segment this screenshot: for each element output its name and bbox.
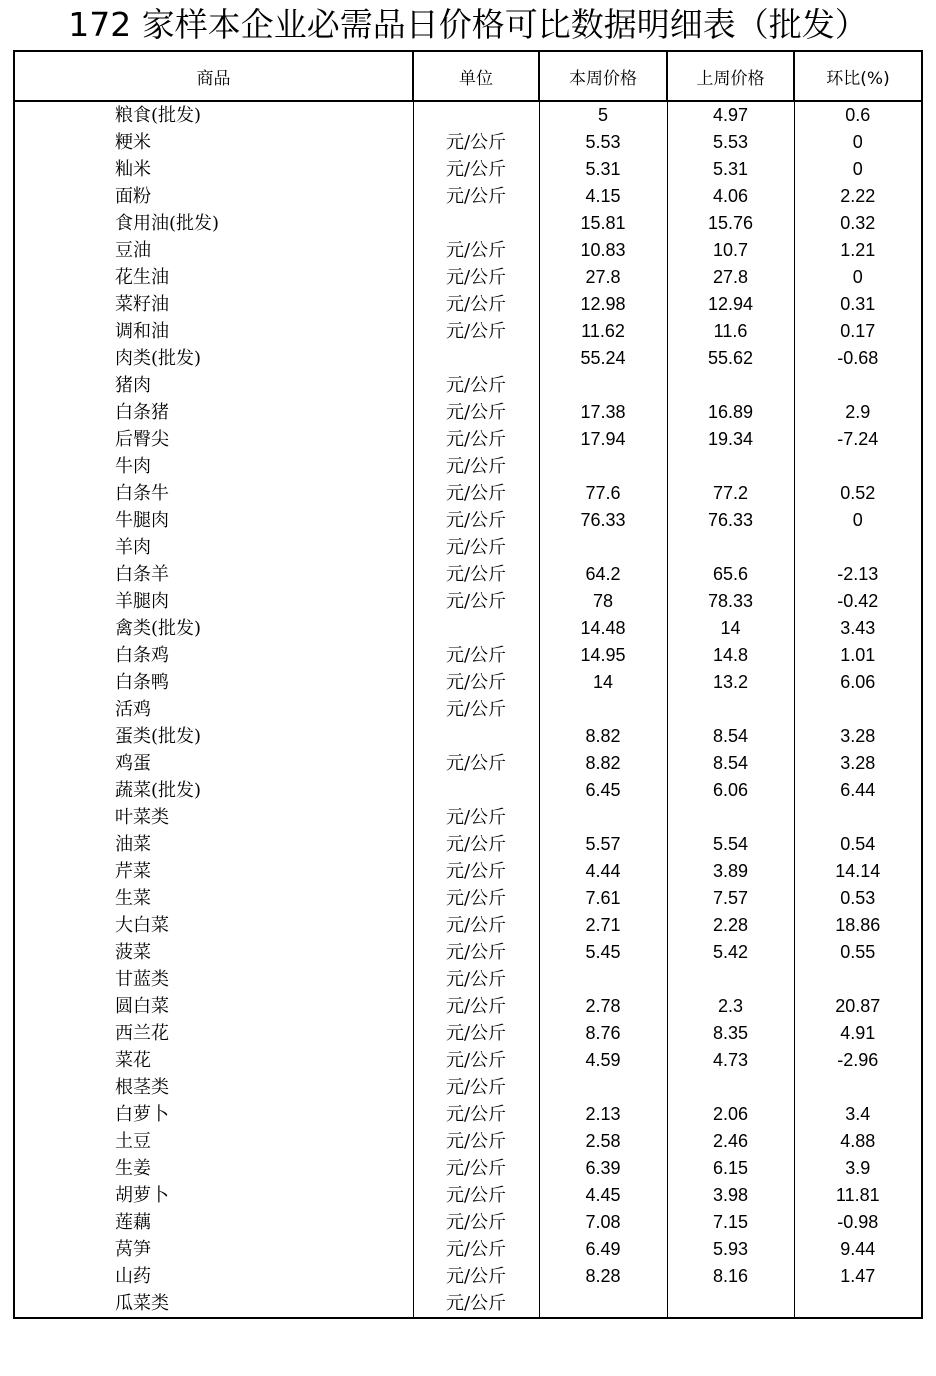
cell-unit (413, 101, 539, 129)
table-row (14, 480, 922, 507)
cell-unit: 元/公斤 (413, 858, 539, 885)
cell-change-percent: 6.44 (794, 777, 922, 804)
table-row (14, 156, 922, 183)
table-row (14, 1047, 922, 1074)
cell-last-week-price: 77.2 (667, 480, 794, 507)
cell-product-name: 蛋类(批发) (14, 723, 413, 750)
cell-last-week-price (667, 804, 794, 831)
cell-this-week-price: 77.6 (539, 480, 667, 507)
cell-unit: 元/公斤 (413, 372, 539, 399)
cell-this-week-price: 8.28 (539, 1263, 667, 1290)
cell-unit: 元/公斤 (413, 183, 539, 210)
cell-this-week-price (539, 372, 667, 399)
cell-change-percent: 3.28 (794, 723, 922, 750)
cell-this-week-price (539, 966, 667, 993)
cell-product-name: 鸡蛋 (14, 750, 413, 777)
cell-product-name: 白条牛 (14, 480, 413, 507)
cell-product-name: 牛肉 (14, 453, 413, 480)
table-row (14, 507, 922, 534)
cell-last-week-price: 2.46 (667, 1128, 794, 1155)
cell-this-week-price: 76.33 (539, 507, 667, 534)
cell-change-percent: 1.01 (794, 642, 922, 669)
cell-last-week-price (667, 1290, 794, 1318)
table-row (14, 777, 922, 804)
cell-change-percent: 1.47 (794, 1263, 922, 1290)
cell-this-week-price: 78 (539, 588, 667, 615)
cell-product-name: 生菜 (14, 885, 413, 912)
table-row (14, 264, 922, 291)
cell-product-name: 蔬菜(批发) (14, 777, 413, 804)
table-row (14, 291, 922, 318)
cell-last-week-price: 76.33 (667, 507, 794, 534)
cell-unit: 元/公斤 (413, 534, 539, 561)
cell-this-week-price: 8.82 (539, 750, 667, 777)
cell-this-week-price: 7.08 (539, 1209, 667, 1236)
cell-unit: 元/公斤 (413, 750, 539, 777)
cell-product-name: 籼米 (14, 156, 413, 183)
cell-product-name: 胡萝卜 (14, 1182, 413, 1209)
cell-unit: 元/公斤 (413, 1209, 539, 1236)
cell-last-week-price (667, 966, 794, 993)
table-row (14, 129, 922, 156)
table-row (14, 561, 922, 588)
cell-change-percent: 3.28 (794, 750, 922, 777)
header-this-week-price: 本周价格 (539, 51, 667, 101)
cell-last-week-price: 55.62 (667, 345, 794, 372)
cell-unit: 元/公斤 (413, 426, 539, 453)
cell-product-name: 菠菜 (14, 939, 413, 966)
cell-this-week-price: 55.24 (539, 345, 667, 372)
cell-last-week-price: 8.54 (667, 750, 794, 777)
cell-unit: 元/公斤 (413, 237, 539, 264)
cell-unit: 元/公斤 (413, 1263, 539, 1290)
table-row (14, 210, 922, 237)
cell-unit (413, 345, 539, 372)
cell-change-percent: -7.24 (794, 426, 922, 453)
cell-unit: 元/公斤 (413, 1020, 539, 1047)
cell-change-percent: 14.14 (794, 858, 922, 885)
cell-this-week-price: 64.2 (539, 561, 667, 588)
cell-change-percent: 0.53 (794, 885, 922, 912)
cell-change-percent (794, 534, 922, 561)
cell-last-week-price: 19.34 (667, 426, 794, 453)
table-row (14, 1074, 922, 1101)
table-row (14, 993, 922, 1020)
cell-unit: 元/公斤 (413, 588, 539, 615)
cell-last-week-price: 6.06 (667, 777, 794, 804)
cell-unit: 元/公斤 (413, 1074, 539, 1101)
cell-change-percent (794, 453, 922, 480)
cell-product-name: 甘蓝类 (14, 966, 413, 993)
cell-product-name: 根茎类 (14, 1074, 413, 1101)
cell-last-week-price: 2.06 (667, 1101, 794, 1128)
cell-unit: 元/公斤 (413, 669, 539, 696)
table-row (14, 723, 922, 750)
cell-unit (413, 777, 539, 804)
cell-unit: 元/公斤 (413, 966, 539, 993)
cell-product-name: 禽类(批发) (14, 615, 413, 642)
cell-product-name: 面粉 (14, 183, 413, 210)
table-row (14, 912, 922, 939)
table-row (14, 1182, 922, 1209)
table-row (14, 966, 922, 993)
cell-this-week-price: 6.45 (539, 777, 667, 804)
price-table (13, 50, 923, 1319)
cell-this-week-price: 4.59 (539, 1047, 667, 1074)
cell-last-week-price: 8.35 (667, 1020, 794, 1047)
table-row (14, 1020, 922, 1047)
cell-last-week-price (667, 453, 794, 480)
cell-unit: 元/公斤 (413, 1182, 539, 1209)
table-row (14, 669, 922, 696)
cell-unit: 元/公斤 (413, 507, 539, 534)
cell-product-name: 白萝卜 (14, 1101, 413, 1128)
cell-change-percent: 0.32 (794, 210, 922, 237)
cell-this-week-price: 12.98 (539, 291, 667, 318)
table-row (14, 1128, 922, 1155)
cell-unit: 元/公斤 (413, 696, 539, 723)
table-row (14, 399, 922, 426)
cell-unit: 元/公斤 (413, 1128, 539, 1155)
cell-this-week-price (539, 1290, 667, 1318)
cell-this-week-price: 8.82 (539, 723, 667, 750)
cell-change-percent: 1.21 (794, 237, 922, 264)
cell-last-week-price: 4.97 (667, 101, 794, 129)
cell-product-name: 白条羊 (14, 561, 413, 588)
cell-product-name: 肉类(批发) (14, 345, 413, 372)
cell-this-week-price: 17.38 (539, 399, 667, 426)
cell-change-percent (794, 966, 922, 993)
cell-unit: 元/公斤 (413, 885, 539, 912)
cell-product-name: 牛腿肉 (14, 507, 413, 534)
cell-last-week-price: 13.2 (667, 669, 794, 696)
cell-this-week-price: 17.94 (539, 426, 667, 453)
cell-last-week-price: 11.6 (667, 318, 794, 345)
table-row (14, 804, 922, 831)
cell-product-name: 山药 (14, 1263, 413, 1290)
cell-change-percent: 0.52 (794, 480, 922, 507)
cell-this-week-price: 7.61 (539, 885, 667, 912)
table-body (14, 101, 922, 1318)
cell-unit: 元/公斤 (413, 318, 539, 345)
cell-unit: 元/公斤 (413, 480, 539, 507)
cell-unit: 元/公斤 (413, 831, 539, 858)
header-change-percent: 环比(%) (794, 51, 922, 101)
table-row (14, 831, 922, 858)
cell-this-week-price: 14.95 (539, 642, 667, 669)
cell-unit: 元/公斤 (413, 1101, 539, 1128)
cell-product-name: 粮食(批发) (14, 101, 413, 129)
cell-this-week-price (539, 696, 667, 723)
cell-last-week-price (667, 372, 794, 399)
cell-product-name: 芹菜 (14, 858, 413, 885)
cell-this-week-price: 14.48 (539, 615, 667, 642)
cell-last-week-price: 3.89 (667, 858, 794, 885)
cell-this-week-price: 10.83 (539, 237, 667, 264)
cell-this-week-price: 8.76 (539, 1020, 667, 1047)
cell-change-percent: 2.22 (794, 183, 922, 210)
table-row (14, 1263, 922, 1290)
table-row (14, 642, 922, 669)
cell-change-percent: 0 (794, 507, 922, 534)
cell-this-week-price (539, 804, 667, 831)
cell-last-week-price: 65.6 (667, 561, 794, 588)
cell-unit: 元/公斤 (413, 1290, 539, 1318)
cell-this-week-price: 5.31 (539, 156, 667, 183)
cell-change-percent: 0 (794, 156, 922, 183)
cell-product-name: 猪肉 (14, 372, 413, 399)
cell-unit: 元/公斤 (413, 129, 539, 156)
cell-this-week-price (539, 1074, 667, 1101)
table-row (14, 858, 922, 885)
cell-product-name: 瓜菜类 (14, 1290, 413, 1318)
table-row (14, 939, 922, 966)
cell-product-name: 莴笋 (14, 1236, 413, 1263)
cell-change-percent: 20.87 (794, 993, 922, 1020)
cell-product-name: 叶菜类 (14, 804, 413, 831)
cell-last-week-price: 16.89 (667, 399, 794, 426)
table-row (14, 1101, 922, 1128)
cell-this-week-price: 5.45 (539, 939, 667, 966)
cell-product-name: 土豆 (14, 1128, 413, 1155)
cell-product-name: 羊肉 (14, 534, 413, 561)
cell-product-name: 西兰花 (14, 1020, 413, 1047)
cell-product-name: 生姜 (14, 1155, 413, 1182)
cell-last-week-price: 27.8 (667, 264, 794, 291)
cell-unit: 元/公斤 (413, 561, 539, 588)
table-row (14, 534, 922, 561)
cell-this-week-price: 6.49 (539, 1236, 667, 1263)
table-row (14, 750, 922, 777)
cell-last-week-price: 6.15 (667, 1155, 794, 1182)
cell-this-week-price: 2.71 (539, 912, 667, 939)
cell-last-week-price: 4.06 (667, 183, 794, 210)
cell-this-week-price: 2.58 (539, 1128, 667, 1155)
cell-last-week-price: 15.76 (667, 210, 794, 237)
cell-last-week-price: 3.98 (667, 1182, 794, 1209)
cell-product-name: 油菜 (14, 831, 413, 858)
cell-unit (413, 723, 539, 750)
cell-unit (413, 210, 539, 237)
cell-product-name: 粳米 (14, 129, 413, 156)
cell-this-week-price: 5.57 (539, 831, 667, 858)
cell-last-week-price: 7.57 (667, 885, 794, 912)
cell-this-week-price: 2.13 (539, 1101, 667, 1128)
cell-last-week-price: 5.53 (667, 129, 794, 156)
cell-last-week-price: 2.28 (667, 912, 794, 939)
table-row (14, 183, 922, 210)
cell-unit: 元/公斤 (413, 156, 539, 183)
cell-this-week-price: 5.53 (539, 129, 667, 156)
cell-unit: 元/公斤 (413, 993, 539, 1020)
cell-product-name: 调和油 (14, 318, 413, 345)
cell-last-week-price (667, 534, 794, 561)
cell-change-percent: 3.4 (794, 1101, 922, 1128)
cell-last-week-price (667, 696, 794, 723)
cell-change-percent: 6.06 (794, 669, 922, 696)
cell-change-percent: -0.98 (794, 1209, 922, 1236)
table-row (14, 1155, 922, 1182)
cell-last-week-price: 5.54 (667, 831, 794, 858)
cell-product-name: 菜花 (14, 1047, 413, 1074)
cell-product-name: 花生油 (14, 264, 413, 291)
cell-unit: 元/公斤 (413, 264, 539, 291)
cell-last-week-price: 14 (667, 615, 794, 642)
cell-last-week-price: 14.8 (667, 642, 794, 669)
cell-this-week-price (539, 534, 667, 561)
cell-change-percent (794, 1290, 922, 1318)
cell-unit: 元/公斤 (413, 399, 539, 426)
header-product: 商品 (14, 51, 413, 101)
cell-change-percent: -2.13 (794, 561, 922, 588)
cell-last-week-price: 8.16 (667, 1263, 794, 1290)
cell-change-percent: 0.55 (794, 939, 922, 966)
cell-change-percent: 0.31 (794, 291, 922, 318)
cell-change-percent: 3.43 (794, 615, 922, 642)
cell-last-week-price: 4.73 (667, 1047, 794, 1074)
cell-product-name: 莲藕 (14, 1209, 413, 1236)
cell-unit: 元/公斤 (413, 912, 539, 939)
cell-change-percent: 4.88 (794, 1128, 922, 1155)
cell-change-percent: 0.6 (794, 101, 922, 129)
cell-change-percent: 0 (794, 129, 922, 156)
cell-unit: 元/公斤 (413, 1236, 539, 1263)
cell-product-name: 食用油(批发) (14, 210, 413, 237)
cell-this-week-price: 4.44 (539, 858, 667, 885)
table-row (14, 885, 922, 912)
cell-change-percent: 0.54 (794, 831, 922, 858)
cell-product-name: 豆油 (14, 237, 413, 264)
cell-change-percent: 0.17 (794, 318, 922, 345)
table-row (14, 345, 922, 372)
cell-last-week-price: 12.94 (667, 291, 794, 318)
cell-last-week-price: 78.33 (667, 588, 794, 615)
cell-product-name: 大白菜 (14, 912, 413, 939)
cell-unit: 元/公斤 (413, 1047, 539, 1074)
cell-this-week-price: 14 (539, 669, 667, 696)
cell-change-percent (794, 804, 922, 831)
cell-change-percent: -0.42 (794, 588, 922, 615)
cell-unit: 元/公斤 (413, 291, 539, 318)
cell-this-week-price: 27.8 (539, 264, 667, 291)
cell-last-week-price: 5.42 (667, 939, 794, 966)
table-row (14, 615, 922, 642)
cell-change-percent: 0 (794, 264, 922, 291)
header-unit: 单位 (413, 51, 539, 101)
cell-this-week-price: 6.39 (539, 1155, 667, 1182)
cell-change-percent: -0.68 (794, 345, 922, 372)
cell-this-week-price: 4.15 (539, 183, 667, 210)
cell-change-percent (794, 1074, 922, 1101)
cell-change-percent (794, 372, 922, 399)
cell-last-week-price: 5.31 (667, 156, 794, 183)
table-row (14, 318, 922, 345)
cell-product-name: 白条鸭 (14, 669, 413, 696)
cell-last-week-price: 8.54 (667, 723, 794, 750)
cell-unit: 元/公斤 (413, 642, 539, 669)
table-row (14, 453, 922, 480)
cell-this-week-price: 2.78 (539, 993, 667, 1020)
cell-change-percent: -2.96 (794, 1047, 922, 1074)
table-header-row (14, 51, 922, 101)
cell-this-week-price: 15.81 (539, 210, 667, 237)
table-row (14, 101, 922, 129)
cell-last-week-price: 2.3 (667, 993, 794, 1020)
cell-change-percent: 11.81 (794, 1182, 922, 1209)
cell-this-week-price: 4.45 (539, 1182, 667, 1209)
cell-this-week-price (539, 453, 667, 480)
table-row (14, 696, 922, 723)
cell-change-percent (794, 696, 922, 723)
table-row (14, 588, 922, 615)
header-last-week-price: 上周价格 (667, 51, 794, 101)
cell-unit: 元/公斤 (413, 804, 539, 831)
table-row (14, 1236, 922, 1263)
cell-change-percent: 2.9 (794, 399, 922, 426)
table-row (14, 372, 922, 399)
cell-this-week-price: 11.62 (539, 318, 667, 345)
table-row (14, 1290, 922, 1318)
cell-last-week-price: 7.15 (667, 1209, 794, 1236)
cell-last-week-price (667, 1074, 794, 1101)
table-row (14, 237, 922, 264)
cell-this-week-price: 5 (539, 101, 667, 129)
table-row (14, 426, 922, 453)
cell-change-percent: 18.86 (794, 912, 922, 939)
cell-unit: 元/公斤 (413, 1155, 539, 1182)
page-title: 172 家样本企业必需品日价格可比数据明细表（批发） (68, 5, 868, 44)
cell-unit (413, 615, 539, 642)
cell-change-percent: 4.91 (794, 1020, 922, 1047)
cell-last-week-price: 5.93 (667, 1236, 794, 1263)
cell-change-percent: 9.44 (794, 1236, 922, 1263)
cell-product-name: 菜籽油 (14, 291, 413, 318)
cell-product-name: 后臀尖 (14, 426, 413, 453)
cell-unit: 元/公斤 (413, 453, 539, 480)
cell-product-name: 圆白菜 (14, 993, 413, 1020)
cell-unit: 元/公斤 (413, 939, 539, 966)
cell-change-percent: 3.9 (794, 1155, 922, 1182)
cell-product-name: 白条鸡 (14, 642, 413, 669)
table-row (14, 1209, 922, 1236)
cell-product-name: 活鸡 (14, 696, 413, 723)
cell-last-week-price: 10.7 (667, 237, 794, 264)
cell-product-name: 羊腿肉 (14, 588, 413, 615)
cell-product-name: 白条猪 (14, 399, 413, 426)
